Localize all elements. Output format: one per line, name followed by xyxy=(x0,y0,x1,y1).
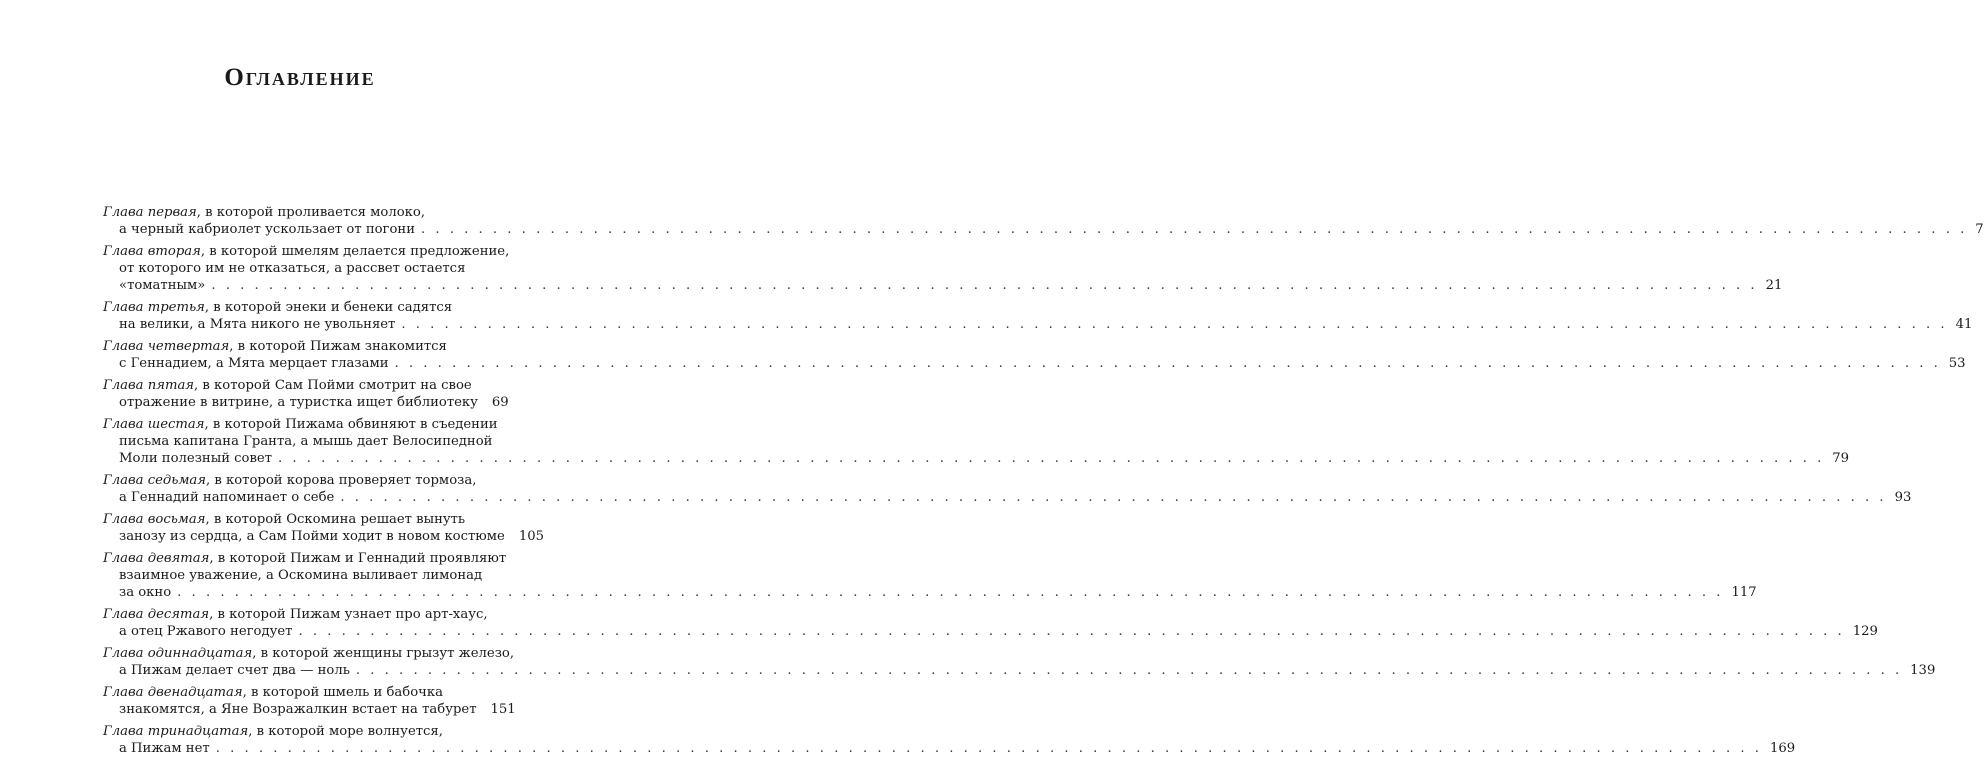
toc-text xyxy=(103,646,514,661)
toc-text xyxy=(119,662,350,679)
toc-text xyxy=(119,277,205,294)
dot-leader xyxy=(401,316,1947,333)
dot-leader xyxy=(216,740,1762,757)
chapter-description: , в которой женщины грызут железо, xyxy=(252,645,515,661)
chapter-label: Глава пятая xyxy=(103,377,195,393)
toc-line xyxy=(103,338,503,355)
toc-text xyxy=(103,205,425,220)
toc-line xyxy=(103,567,503,584)
toc-line xyxy=(103,204,503,221)
page-number: 69 xyxy=(491,395,509,411)
chapter-description: «томатным» xyxy=(119,278,206,294)
toc-line xyxy=(103,740,1796,757)
toc-text xyxy=(103,378,472,393)
page-number: 139 xyxy=(1910,663,1936,679)
chapter-label: Глава двенадцатая xyxy=(103,684,243,700)
dot-leader xyxy=(211,277,1757,294)
toc-text xyxy=(119,316,395,333)
page-number: 21 xyxy=(1765,278,1783,294)
toc-text xyxy=(119,568,482,583)
toc-entry[interactable] xyxy=(103,299,1973,334)
dot-leader xyxy=(298,623,1844,640)
chapter-label: Глава десятая xyxy=(103,606,210,622)
page-number: 117 xyxy=(1731,585,1757,601)
toc-line xyxy=(103,528,545,545)
chapter-description: , в которой Пижама обвиняют в съедении xyxy=(204,416,498,432)
chapter-description: взаимное уважение, а Оскомина выливает лимонад xyxy=(119,568,483,584)
toc-entry[interactable] xyxy=(103,645,1936,680)
toc-text xyxy=(119,489,334,506)
chapter-description: а отец Ржавого негодует xyxy=(119,624,293,640)
chapter-label: Глава четвертая xyxy=(103,338,230,354)
chapter-description: , в которой шмель и бабочка xyxy=(242,684,443,700)
chapter-description: знакомятся, а Яне Возражалкин встает на табурет xyxy=(119,701,477,717)
chapter-label: Глава тринадцатая xyxy=(103,723,249,739)
toc-text xyxy=(103,724,443,739)
toc-line xyxy=(103,662,1936,679)
chapter-description: Моли полезный совет xyxy=(119,451,273,467)
chapter-description: , в которой проливается молоко, xyxy=(196,205,426,220)
toc-text xyxy=(119,528,505,545)
toc-entry[interactable] xyxy=(103,684,516,719)
toc-line xyxy=(103,623,1878,640)
toc-text xyxy=(119,355,389,372)
toc-text xyxy=(103,473,476,488)
toc-entry[interactable] xyxy=(103,204,1984,239)
chapter-label: Глава девятая xyxy=(103,550,210,566)
toc-line xyxy=(103,450,1850,467)
toc-line xyxy=(103,377,503,394)
toc-line xyxy=(103,489,1912,506)
chapter-label: Глава третья xyxy=(103,300,205,316)
page-title: Оглавление xyxy=(224,64,376,91)
page-number: 53 xyxy=(1948,356,1966,372)
toc-text xyxy=(103,685,443,700)
toc-line xyxy=(103,701,516,718)
dot-leader xyxy=(177,584,1723,601)
toc-entry[interactable] xyxy=(103,338,1966,373)
chapter-description: письма капитана Гранта, а мышь дает Велосипедной xyxy=(119,434,493,450)
chapter-description: а Геннадий напоминает о себе xyxy=(119,490,335,506)
page-number: 41 xyxy=(1955,317,1973,333)
chapter-description: , в которой корова проверяет тормоза, xyxy=(205,472,477,488)
toc-entry[interactable] xyxy=(103,723,1796,758)
page-number: 79 xyxy=(1832,451,1850,467)
chapter-description: а Пижам нет xyxy=(119,740,210,756)
chapter-description: от которого им не отказаться, а рассвет остается xyxy=(119,261,466,277)
page-number: 7 xyxy=(1975,222,1984,238)
toc-text xyxy=(119,261,465,276)
toc-line xyxy=(103,550,507,567)
toc-text xyxy=(103,551,506,566)
toc-entry[interactable] xyxy=(103,606,1878,641)
toc-text xyxy=(103,339,447,354)
toc-text xyxy=(119,701,477,718)
toc-line xyxy=(103,277,1783,294)
toc-text xyxy=(103,244,509,259)
toc-line xyxy=(103,299,503,316)
chapter-description: , в которой море волнуется, xyxy=(248,723,443,739)
toc-text xyxy=(119,394,478,411)
chapter-description: на велики, а Мята никого не увольняет xyxy=(119,317,396,333)
toc-text xyxy=(119,221,415,238)
dot-leader xyxy=(278,450,1824,467)
chapter-description: а черный кабриолет ускользает от погони xyxy=(119,222,415,238)
toc-text xyxy=(119,584,171,601)
chapter-description: с Геннадием, а Мята мерцает глазами xyxy=(119,356,389,372)
chapter-description: занозу из сердца, а Сам Пойми ходит в новом костюме xyxy=(119,529,505,545)
toc-entry[interactable] xyxy=(103,550,1757,602)
chapter-description: , в которой Пижам и Геннадий проявляют xyxy=(209,550,507,566)
toc-text xyxy=(103,417,498,432)
toc-entry[interactable] xyxy=(103,243,1783,295)
toc-line xyxy=(103,260,503,277)
toc-line xyxy=(103,472,503,489)
chapter-label: Глава восьмая xyxy=(103,511,206,527)
toc-line xyxy=(103,606,503,623)
toc-line xyxy=(103,645,515,662)
toc-entry[interactable] xyxy=(103,472,1912,507)
page-number: 105 xyxy=(518,529,545,545)
toc-line xyxy=(103,684,503,701)
toc-entry[interactable] xyxy=(103,416,1850,468)
toc-text xyxy=(119,740,210,757)
chapter-description: а Пижам делает счет два — ноль xyxy=(119,663,350,679)
toc-text xyxy=(119,434,492,449)
dot-leader xyxy=(395,355,1941,372)
toc-text xyxy=(119,450,272,467)
toc-line xyxy=(103,221,1984,238)
table-of-contents xyxy=(103,204,1984,761)
chapter-description: за окно xyxy=(119,585,172,601)
dot-leader xyxy=(340,489,1886,506)
chapter-description: , в которой Пижам узнает про арт-хаус, xyxy=(209,606,488,622)
toc-text xyxy=(103,512,465,527)
page-number: 169 xyxy=(1769,740,1796,756)
toc-line xyxy=(103,433,503,450)
page-number: 93 xyxy=(1894,490,1912,506)
chapter-label: Глава вторая xyxy=(103,243,201,259)
toc-entry[interactable] xyxy=(103,511,545,546)
dot-leader xyxy=(356,662,1902,679)
chapter-description: , в которой Пижам знакомится xyxy=(229,338,447,354)
chapter-label: Глава одиннадцатая xyxy=(103,645,253,661)
toc-line xyxy=(103,355,1966,372)
chapter-label: Глава шестая xyxy=(103,416,205,432)
chapter-description: отражение в витрине, а туристка ищет библиотеку xyxy=(119,395,478,411)
dot-leader xyxy=(421,221,1967,238)
toc-line xyxy=(103,723,503,740)
chapter-description: , в которой Оскомина решает вынуть xyxy=(205,511,466,527)
toc-line xyxy=(103,584,1757,601)
toc-text xyxy=(103,607,488,622)
toc-line xyxy=(103,416,503,433)
toc-text xyxy=(103,300,452,315)
toc-text xyxy=(119,623,292,640)
toc-entry[interactable] xyxy=(103,377,509,412)
chapter-label: Глава первая xyxy=(103,205,197,220)
toc-line xyxy=(103,394,509,411)
toc-line xyxy=(103,243,510,260)
chapter-description: , в которой Сам Пойми смотрит на свое xyxy=(194,377,472,393)
page-number: 129 xyxy=(1852,624,1878,640)
chapter-description: , в которой энеки и бенеки садятся xyxy=(204,300,453,316)
page-number: 151 xyxy=(490,701,516,717)
chapter-label: Глава седьмая xyxy=(103,472,206,488)
chapter-description: , в которой шмелям делается предложение, xyxy=(200,243,510,259)
toc-line xyxy=(103,511,503,528)
toc-line xyxy=(103,316,1973,333)
